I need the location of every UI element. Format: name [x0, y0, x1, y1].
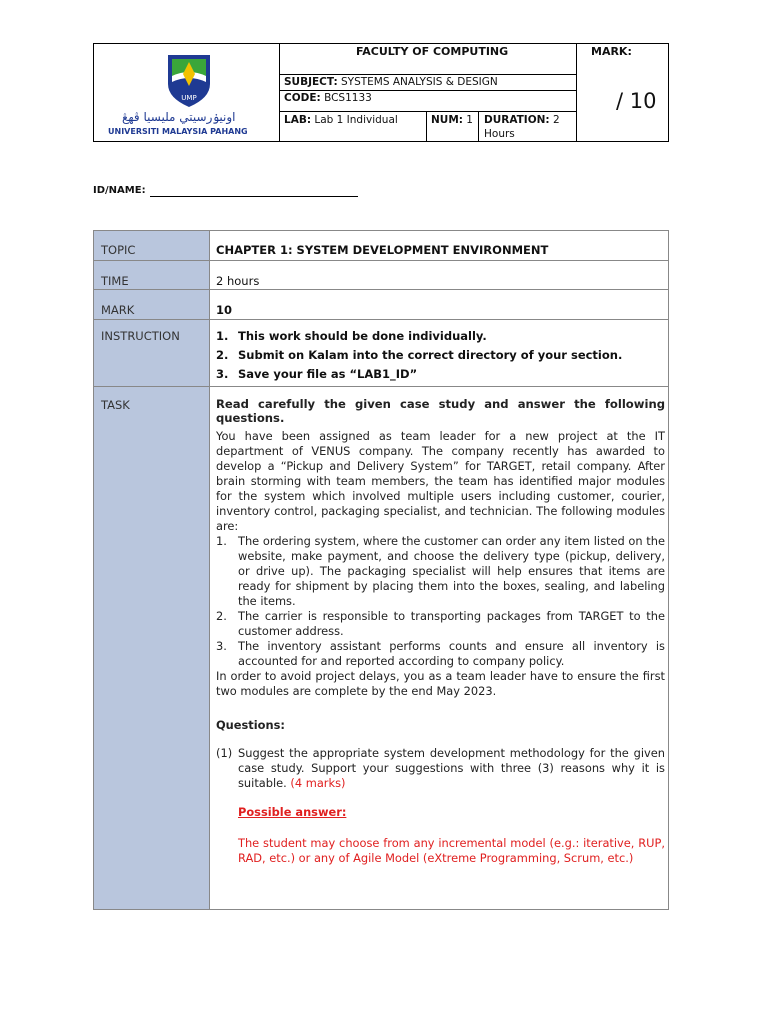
lab-value: Lab 1 Individual	[311, 114, 398, 126]
subject-value: SYSTEMS ANALYSIS & DESIGN	[337, 76, 498, 88]
questions-heading: Questions:	[216, 718, 285, 732]
instruction-item: 1. This work should be done individually.	[216, 329, 487, 343]
code-label: CODE:	[284, 92, 321, 104]
task-label: TASK	[101, 398, 130, 412]
lab-row	[284, 114, 398, 126]
question-list	[216, 746, 665, 791]
duration-unit: Hours	[484, 128, 515, 140]
module-item: 2. The carrier is responsible to transporting packages from TARGET to the customer address.	[216, 609, 665, 638]
topic-label: TOPIC	[101, 243, 136, 257]
code-row	[284, 92, 372, 104]
task-intro: You have been assigned as team leader for a new project at the IT department of VENUS company. The company recently has awarded to develop a “Pickup and Delivery System” for TARGET, retail company. After brain storming with team members, the team has identified major modules for the system which involved multiple users including customer, courier, inventory control, packaging specialist, and technician. The following modules are:	[216, 429, 665, 533]
mark-value: / 10	[616, 89, 657, 113]
header-box	[93, 43, 669, 142]
question-item: (1) Suggest the appropriate system development methodology for the given case study. Support your suggestions with three (3) reasons why it is suitable. (4 marks)	[216, 746, 665, 790]
subject-row	[284, 76, 498, 88]
id-name-field[interactable]	[150, 196, 358, 197]
num-row	[431, 114, 473, 126]
instruction-item: 3. Save your file as “LAB1_ID”	[216, 367, 418, 381]
possible-answer-label: Possible answer:	[238, 805, 347, 819]
module-list	[216, 534, 665, 669]
possible-answer-text: The student may choose from any incremental model (e.g.: iterative, RUP, RAD, etc.) or any of Agile Model (eXtreme Programming, Scrum, etc.)	[238, 836, 665, 865]
university-jawi-name: اونيۏرسيتي مليسيا ڤهڠ	[122, 110, 236, 124]
module-item: 3. The inventory assistant performs counts and ensure all inventory is accounted for and reported according to company policy.	[216, 639, 665, 668]
lab-details-table	[93, 230, 669, 910]
mark-row-value: 10	[216, 303, 233, 317]
shield-icon	[154, 52, 224, 110]
task-heading: Read carefully the given case study and answer the following questions.	[216, 397, 665, 425]
time-value: 2 hours	[216, 274, 260, 288]
num-label: NUM:	[431, 114, 463, 126]
instruction-item: 2. Submit on Kalam into the correct directory of your section.	[216, 348, 623, 362]
topic-value: CHAPTER 1: SYSTEM DEVELOPMENT ENVIRONMENT	[216, 243, 549, 257]
mark-label: MARK:	[591, 45, 632, 58]
university-logo	[154, 52, 224, 110]
lab-label: LAB:	[284, 114, 312, 126]
instruction-label: INSTRUCTION	[101, 329, 180, 343]
university-name: UNIVERSITI MALAYSIA PAHANG	[108, 127, 248, 136]
num-value: 1	[462, 114, 473, 126]
duration-label: DURATION:	[484, 114, 550, 126]
time-label: TIME	[101, 274, 129, 288]
svg-text:UMP: UMP	[181, 94, 197, 102]
duration-row	[484, 114, 560, 126]
module-item: 1. The ordering system, where the customer can order any item listed on the website, make payment, and choose the delivery type (pickup, delivery, or drive up). The packaging specialist will help ensures that items are ready for shipment by placing them into the boxes, sealing, and labeling the items.	[216, 534, 665, 608]
task-content	[216, 397, 665, 866]
faculty-title: FACULTY OF COMPUTING	[356, 45, 509, 58]
duration-value: 2	[549, 114, 560, 126]
mark-row-label: MARK	[101, 303, 135, 317]
subject-label: SUBJECT:	[284, 76, 338, 88]
code-value: BCS1133	[320, 92, 372, 104]
task-closing: In order to avoid project delays, you as a team leader have to ensure the first two modules are complete by the end May 2023.	[216, 669, 665, 698]
id-name-label: ID/NAME:	[93, 185, 146, 196]
question-marks: (4 marks)	[290, 776, 346, 790]
